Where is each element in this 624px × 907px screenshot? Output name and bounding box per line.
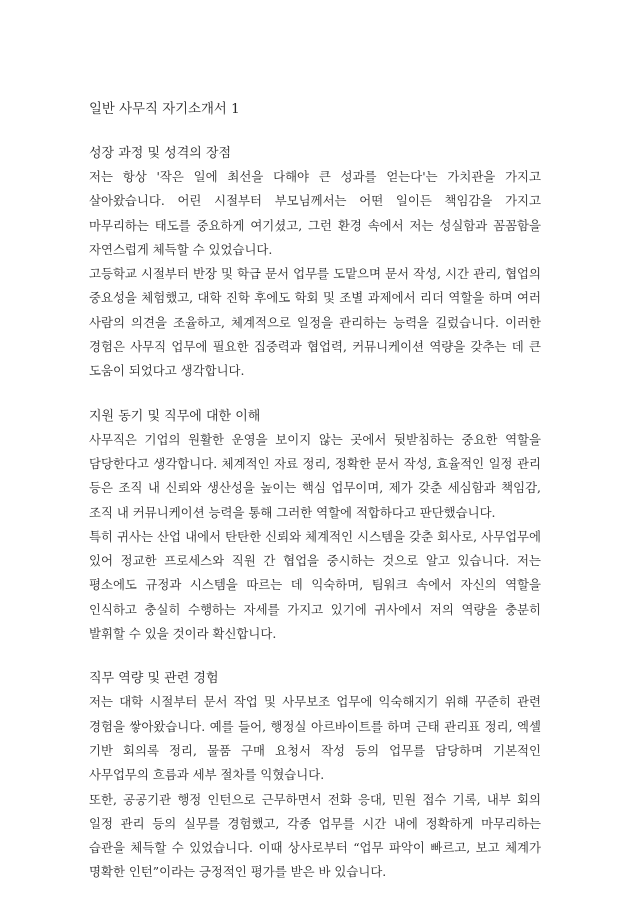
document-title: 일반 사무직 자기소개서 1 <box>89 102 240 117</box>
section-heading: 직무 역량 및 관련 경험 <box>89 671 219 687</box>
paragraph: 저는 항상 '작은 일에 최선을 다해야 큰 성과를 얻는다'는 가치관을 가지고 살아왔습니다. 어린 시절부터 부모님께서는 어떤 일이든 책임감을 가지고 마무리하는 태도를 중요하게 여기셨고, 그런 환경 속에서 저는 성실함과 꼼꼼함을 자연스럽게 체득할 수 있었습니다. <box>89 169 541 257</box>
section-growth-personality <box>89 143 541 384</box>
paragraph: 저는 대학 시절부터 문서 작업 및 사무보조 업무에 익숙해지기 위해 꾸준히 관련 경험을 쌓아왔습니다. 예를 들어, 행정실 아르바이트를 하며 근태 관리표 정리, 엑셀 기반 회의록 정리, 물품 구매 요청서 작성 등의 업무를 담당하며 기본적인 사무업무의 흐름과 세부 절차를 익혔습니다. <box>89 694 541 783</box>
paragraph: 특히 귀사는 산업 내에서 탄탄한 신뢰와 체계적인 시스템을 갖춘 회사로, 사무업무에 있어 정교한 프로세스와 직원 간 협업을 중시하는 것으로 알고 있습니다. 저는 평소에도 규정과 시스템을 따르는 데 익숙하며, 팀워크 속에서 자신의 역할을 인식하고 충실히 수행하는 자세를 가지고 있기에 귀사에서 저의 역량을 충분히 발휘할 수 있을 것이라 확신합니다. <box>89 528 541 642</box>
section-heading: 지원 동기 및 직무에 대한 이해 <box>89 408 261 424</box>
paragraph: 고등학교 시절부터 반장 및 학급 문서 업무를 도맡으며 문서 작성, 시간 관리, 협업의 중요성을 체험했고, 대학 진학 후에도 학회 및 조별 과제에서 리더 역할을 하며 여러 사람의 의견을 조율하고, 체계적으로 일정을 관리하는 능력을 길렀습니다. 이러한 경험은 사무직 업무에 필요한 집중력과 협업력, 커뮤니케이션 역량을 갖추는 데 큰 도움이 되었다고 생각합니다. <box>89 266 541 379</box>
paragraph: 또한, 공공기관 행정 인턴으로 근무하면서 전화 응대, 민원 접수 기록, 내부 회의 일정 관리 등의 실무를 경험했고, 각종 업무를 시간 내에 정확하게 마무리하는 습관을 체득할 수 있었습니다. 이때 상사로부터 “업무 파악이 빠르고, 보고 체계가 명확한 인턴”이라는 긍정적인 평가를 받은 바 있습니다. <box>89 791 541 880</box>
section-motivation <box>89 406 541 647</box>
section-heading: 성장 과정 및 성격의 장점 <box>89 146 232 161</box>
section-competency-experience <box>89 668 541 884</box>
document-body <box>89 99 541 907</box>
paragraph: 사무직은 기업의 원활한 운영을 보이지 않는 곳에서 뒷받침하는 중요한 역할을 담당한다고 생각합니다. 체계적인 자료 정리, 정확한 문서 작성, 효율적인 일정 관리 등은 조직 내 신뢰와 생산성을 높이는 핵심 업무이며, 제가 갖춘 세심함과 책임감, 조직 내 커뮤니케이션 능력을 통해 그러한 역할에 적합하다고 판단했습니다. <box>89 431 541 520</box>
